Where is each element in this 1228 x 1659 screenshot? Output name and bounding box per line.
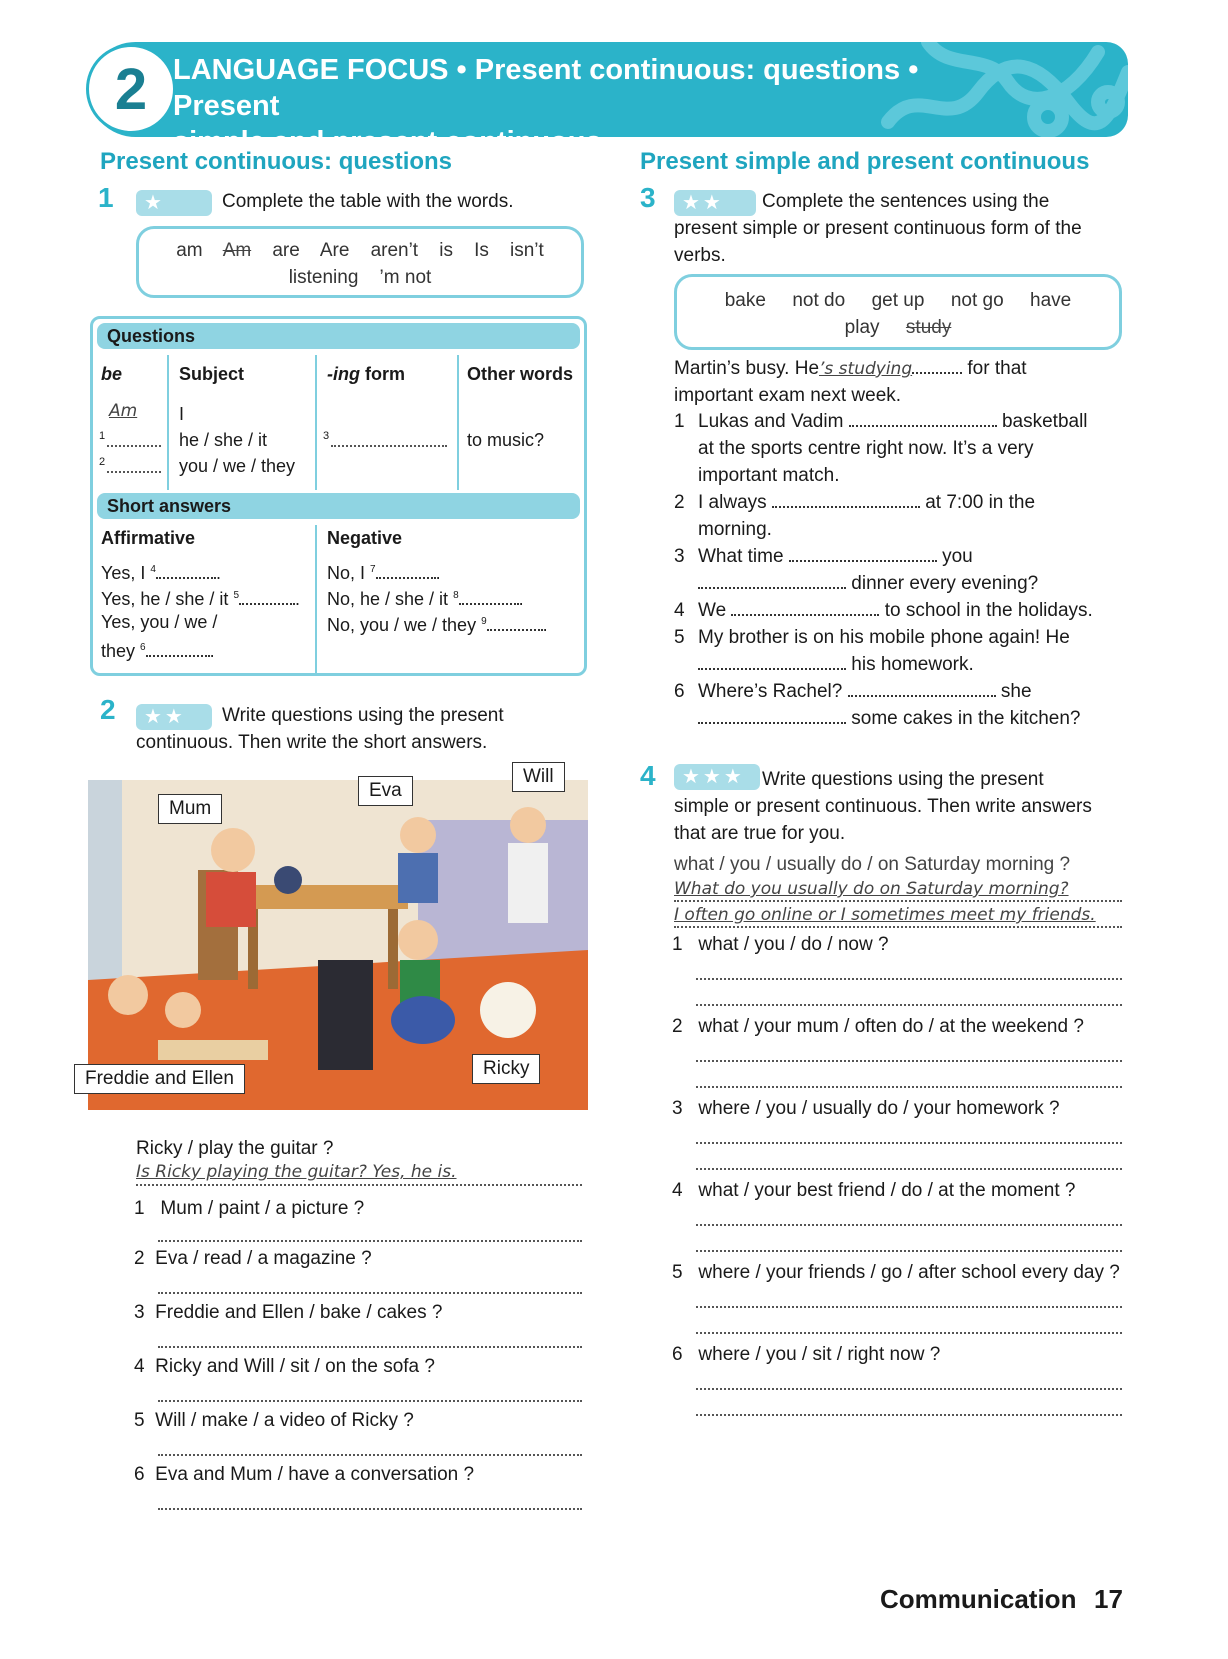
text: basketball (1001, 411, 1088, 432)
ex4-example-question: What do you usually do on Saturday morning? (674, 879, 1069, 899)
item-number: 3 (672, 1098, 683, 1119)
neg-row (327, 609, 548, 638)
exercise-4-instruction-2: simple or present continuous. Then write answers (674, 796, 1092, 817)
item-number: 2 (672, 1016, 683, 1037)
exercise-4-instruction-3: that are true for you. (674, 823, 846, 844)
neg-text: No, he / she / it (327, 589, 449, 609)
exercise-number-4: 4 (640, 760, 656, 791)
col-subject: Subject (179, 364, 245, 384)
item-text: what / your best friend / do / at the moment ? (698, 1180, 1076, 1201)
subject-i: I (179, 404, 185, 424)
blank-num: 8 (453, 590, 459, 601)
ex3-sentence-3-cont (698, 571, 1038, 597)
item-text: what / you / do / now ? (698, 934, 889, 955)
exercise-4-instruction-1: Write questions using the present (762, 769, 1044, 790)
item-number: 6 (672, 1344, 683, 1365)
exercise-number-2: 2 (100, 694, 116, 725)
aff-row (101, 557, 221, 586)
difficulty-stars-3: ★★ (674, 190, 756, 216)
blank-num: 5 (233, 590, 239, 601)
answer-line[interactable] (158, 1292, 582, 1294)
word: play (844, 317, 880, 338)
exercise-2-item (134, 1354, 435, 1380)
item-number: 3 (134, 1302, 145, 1323)
word: have (1030, 290, 1072, 311)
title-line-2: simple and present continuous (173, 126, 602, 158)
item-text: Freddie and Ellen / bake / cakes ? (155, 1302, 443, 1323)
grammar-table (90, 316, 587, 676)
ex3-sentence-2 (698, 490, 1035, 516)
exercise-2-item (134, 1300, 442, 1326)
word: listening (288, 267, 359, 288)
ex3-sentence-4 (698, 598, 1093, 624)
aff-text: Yes, he / she / it (101, 589, 229, 609)
answer-line[interactable] (696, 1224, 1122, 1226)
difficulty-stars-4: ★★★ (674, 764, 760, 790)
item-text: Eva / read / a magazine ? (155, 1248, 372, 1269)
picture-label-ricky: Ricky (472, 1054, 540, 1084)
exercise-2-item (134, 1462, 474, 1488)
page-title (173, 52, 993, 160)
item-text: what / your mum / often do / at the weekend ? (698, 1016, 1084, 1037)
item-text: where / your friends / go / after school every day ? (698, 1262, 1120, 1283)
word-row-2 (139, 264, 581, 291)
text: dinner every evening? (851, 573, 1039, 594)
item-text: Mum / paint / a picture ? (160, 1198, 365, 1219)
negative-label: Negative (327, 528, 403, 548)
exercise-3-instruction-2: present simple or present continuous form of the (674, 218, 1082, 239)
example-answer: Is Ricky playing the guitar? Yes, he is. (136, 1162, 457, 1182)
exercise-2-item (134, 1408, 414, 1434)
picture-label-will: Will (512, 762, 565, 792)
questions-header: Questions (97, 323, 580, 349)
text: his homework. (851, 654, 974, 675)
blank-line[interactable] (789, 546, 937, 562)
word: isn’t (509, 240, 544, 261)
divider (167, 355, 169, 490)
blank-num: 3 (323, 430, 330, 442)
word: not do (792, 290, 846, 311)
word: are (272, 240, 300, 261)
answer-line[interactable] (158, 1346, 582, 1348)
aff-text: Yes, I (101, 563, 146, 583)
answer-line[interactable] (696, 1142, 1122, 1144)
col-other-words: Other words (467, 364, 574, 384)
col-ing-rest: form (365, 364, 406, 384)
ex3-sentence-5-cont (698, 652, 974, 678)
exercise-number-3: 3 (640, 182, 656, 213)
answer-line[interactable] (158, 1240, 582, 1242)
text: some cakes in the kitchen? (851, 708, 1081, 729)
answer-line[interactable] (696, 978, 1122, 980)
ex3-example-cont: important exam next week. (674, 385, 902, 406)
item-text: Will / make / a video of Ricky ? (155, 1410, 414, 1431)
word: ’m not (379, 267, 432, 288)
blank-line[interactable] (459, 589, 519, 605)
answer-line[interactable] (696, 1414, 1122, 1416)
answer-line[interactable] (696, 1086, 1122, 1088)
blank-line[interactable] (698, 573, 846, 589)
difficulty-stars-1: ★ (136, 190, 212, 216)
text: Martin’s busy. He (674, 358, 820, 379)
ex4-item (672, 1178, 1075, 1204)
word-row-1 (677, 287, 1119, 314)
answer-line[interactable] (158, 1400, 582, 1402)
aff-text: they (101, 641, 136, 661)
subject-you: you / we / they (179, 456, 296, 476)
exercise-number-1: 1 (98, 182, 114, 213)
col-be: be (101, 364, 123, 384)
item-text: where / you / sit / right now ? (698, 1344, 941, 1365)
word-crossed: Am (222, 240, 252, 261)
ex3-num: 1 (674, 411, 685, 432)
example-answer-am: Am (109, 401, 138, 421)
blank-num: 2 (99, 456, 106, 468)
other-words-value: to music? (467, 430, 545, 450)
text: Lukas and Vadim (698, 411, 844, 432)
blank-num: 9 (481, 616, 487, 627)
blank-line[interactable] (331, 445, 447, 447)
page-number: 17 (1094, 1584, 1123, 1614)
text: at 7:00 in the (925, 492, 1036, 513)
answer-line[interactable] (696, 1332, 1122, 1334)
word: Are (319, 240, 350, 261)
word: is (439, 240, 453, 261)
divider (315, 525, 317, 673)
ex3-sentence-2-cont: morning. (698, 519, 772, 540)
ex3-num: 5 (674, 627, 685, 648)
ex4-item (672, 1260, 1120, 1286)
text: to school in the holidays. (884, 600, 1093, 621)
word-box-1 (136, 226, 584, 298)
answer-line[interactable] (158, 1454, 582, 1456)
ex4-example-answer: I often go online or I sometimes meet my friends. (674, 905, 1096, 925)
neg-text: No, you / we / they (327, 615, 477, 635)
section-title-right: Present simple and present continuous (640, 148, 1090, 175)
answer-line[interactable] (696, 1004, 1122, 1006)
blank-line[interactable] (146, 641, 210, 657)
ex4-item (672, 1342, 940, 1368)
col-ing-italic: -ing (327, 364, 360, 384)
ex4-item (672, 932, 889, 958)
blank-line[interactable] (107, 471, 161, 473)
affirmative-label: Affirmative (101, 528, 196, 548)
aff-row (101, 583, 300, 612)
word-row-1 (139, 237, 581, 264)
ex4-example-prompt: what / you / usually do / on Saturday morning ? (674, 854, 1071, 875)
answer-line[interactable] (696, 1306, 1122, 1308)
punct: . (295, 589, 301, 609)
exercise-3-instruction-1: Complete the sentences using the (762, 191, 1050, 212)
ex4-item (672, 1014, 1084, 1040)
aff-row (101, 609, 217, 635)
item-text: Eva and Mum / have a conversation ? (155, 1464, 475, 1485)
punct: . (518, 589, 524, 609)
blank-line[interactable] (156, 563, 216, 579)
item-text: Ricky and Will / sit / on the sofa ? (155, 1356, 435, 1377)
word: am (176, 240, 203, 261)
exercise-3-instruction-3: verbs. (674, 245, 726, 266)
example-prompt: Ricky / play the guitar ? (136, 1138, 334, 1159)
example-answer: ’s studying (819, 359, 913, 379)
neg-row (327, 583, 524, 612)
text: she (1000, 681, 1032, 702)
punct: . (542, 615, 548, 635)
blank-line[interactable] (487, 615, 543, 631)
answer-line[interactable] (696, 1250, 1122, 1252)
blank-line[interactable] (848, 681, 996, 697)
title-line-1: LANGUAGE FOCUS • Present continuous: questions • Present (173, 54, 919, 122)
answer-line (136, 1184, 582, 1186)
ex4-item (672, 1096, 1060, 1122)
word: aren’t (370, 240, 419, 261)
answer-line[interactable] (158, 1508, 582, 1510)
ex3-example (674, 356, 1027, 382)
footer-section: Communication (880, 1584, 1077, 1614)
item-number: 2 (134, 1248, 145, 1269)
text: you (942, 546, 973, 567)
ex3-sentence-1-cont: at the sports centre right now. It’s a very (698, 438, 1034, 459)
blank-line[interactable] (772, 492, 920, 508)
blank-line[interactable] (731, 600, 879, 616)
punct: . (215, 563, 221, 583)
ex3-sentence-6-cont (698, 706, 1080, 732)
item-text: where / you / usually do / your homework ? (698, 1098, 1060, 1119)
exercise-2-instruction-2: continuous. Then write the short answers. (136, 732, 488, 753)
item-number: 5 (672, 1262, 683, 1283)
unit-number: 2 (86, 44, 176, 134)
word: Is (474, 240, 489, 261)
picture-label-freddie-ellen: Freddie and Ellen (74, 1064, 245, 1094)
divider (457, 355, 459, 490)
item-number: 1 (672, 934, 683, 955)
blank-line[interactable] (698, 654, 846, 670)
ex3-sentence-3 (698, 544, 973, 570)
answer-line[interactable] (696, 1388, 1122, 1390)
word-row-2 (677, 314, 1119, 341)
blank-line[interactable] (107, 445, 161, 447)
section-title-left: Present continuous: questions (100, 148, 453, 175)
item-number: 4 (672, 1180, 683, 1201)
subject-he: he / she / it (179, 430, 268, 450)
answer-line[interactable] (696, 1168, 1122, 1170)
text: I always (698, 492, 767, 513)
word-box-3 (674, 274, 1122, 350)
divider (315, 355, 317, 490)
blank-num: 4 (150, 564, 156, 575)
exercise-2-item (134, 1246, 372, 1272)
aff-row (101, 635, 215, 664)
ex3-num: 6 (674, 681, 685, 702)
picture-label-eva: Eva (358, 776, 413, 806)
blank-num: 1 (99, 430, 106, 442)
text: We (698, 600, 727, 621)
punct: . (209, 641, 215, 661)
ex3-sentence-1 (698, 409, 1088, 435)
item-number: 5 (134, 1410, 145, 1431)
aff-text: Yes, you / we / (101, 612, 218, 632)
exercise-1-instruction: Complete the table with the words. (222, 191, 514, 212)
blank-line[interactable] (698, 708, 846, 724)
blank-line (912, 358, 962, 374)
text: Where’s Rachel? (698, 681, 843, 702)
blank-line[interactable] (849, 411, 997, 427)
answer-line[interactable] (696, 1060, 1122, 1062)
neg-text: No, I (327, 563, 366, 583)
blank-line[interactable] (376, 563, 436, 579)
word: get up (871, 290, 925, 311)
item-number: 6 (134, 1464, 145, 1485)
picture-label-mum: Mum (158, 794, 222, 824)
ex3-sentence-6 (698, 679, 1032, 705)
punct: . (435, 563, 441, 583)
text: for that (967, 358, 1027, 379)
text: What time (698, 546, 784, 567)
blank-num: 6 (140, 642, 146, 653)
exercise-2-item (134, 1196, 364, 1222)
word: bake (724, 290, 766, 311)
ex3-num: 4 (674, 600, 685, 621)
item-number: 4 (134, 1356, 145, 1377)
ex3-sentence-1-cont: important match. (698, 465, 840, 486)
item-number: 1 (134, 1198, 145, 1219)
word: not go (950, 290, 1004, 311)
answer-line (674, 926, 1122, 928)
blank-line[interactable] (239, 589, 295, 605)
answer-line (674, 900, 1122, 902)
ex3-sentence-5: My brother is on his mobile phone again! He (698, 627, 1070, 648)
blank-num: 7 (370, 564, 376, 575)
ex3-num: 3 (674, 546, 685, 567)
difficulty-stars-2: ★★ (136, 704, 212, 730)
ex3-num: 2 (674, 492, 685, 513)
neg-row (327, 557, 441, 586)
col-ing-form (327, 361, 405, 387)
exercise-2-instruction-1: Write questions using the present (222, 705, 504, 726)
short-answers-header: Short answers (97, 493, 580, 519)
word-crossed: study (905, 317, 952, 338)
